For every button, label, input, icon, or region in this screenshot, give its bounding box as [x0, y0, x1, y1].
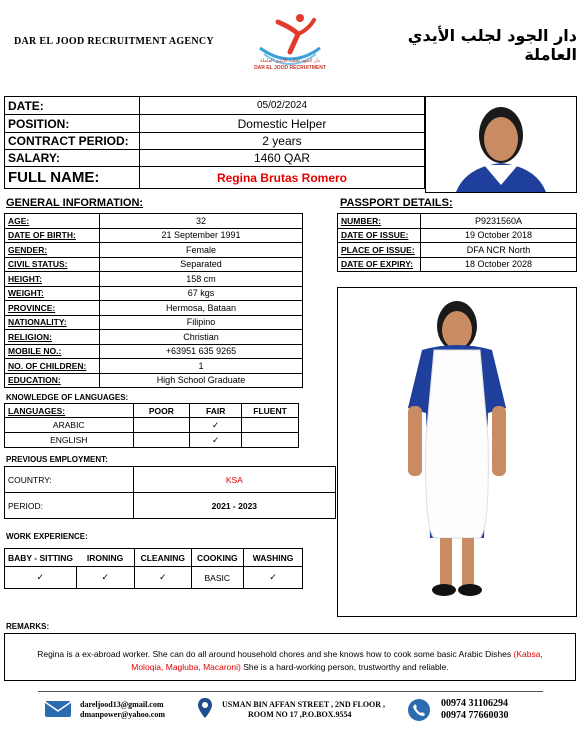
remarks-text-start: Regina is a ex-abroad worker. She can do all around household chores and she knows how to cook some basic Arabic Dishes [37, 649, 514, 659]
general-info-value: +63951 635 9265 [99, 344, 302, 359]
general-info-label: WEIGHT: [5, 286, 100, 301]
address-line-2: ROOM NO 17 ,P.O.BOX.9554 [248, 710, 352, 719]
babysitting-header: BABY - SITTING [5, 549, 77, 567]
passport-row [338, 228, 577, 243]
fluent-header: FLUENT [242, 404, 299, 418]
logo-english-text: DAR EL JOOD RECRUITMENT [254, 65, 326, 71]
babysitting-value: ✓ [5, 567, 77, 589]
languages-table [4, 403, 299, 448]
cooking-value: BASIC [191, 567, 244, 589]
language-english: ENGLISH [5, 433, 134, 448]
country-label: COUNTRY: [5, 467, 134, 493]
general-info-row [5, 373, 303, 388]
email-icon [44, 700, 72, 718]
face-photo [425, 96, 577, 193]
passport-table [337, 213, 577, 272]
general-info-value: Christian [99, 330, 302, 345]
agency-name-arabic: دار الجود لجلب الأيدي العاملة [407, 26, 577, 64]
general-info-row [5, 257, 303, 272]
general-info-label: RELIGION: [5, 330, 100, 345]
passport-row [338, 214, 577, 229]
general-info-label: NATIONALITY: [5, 315, 100, 330]
general-info-row [5, 286, 303, 301]
employment-title: PREVIOUS EMPLOYMENT: [6, 455, 108, 464]
passport-row [338, 257, 577, 272]
date-value: 05/02/2024 [139, 97, 424, 115]
position-label: POSITION: [5, 115, 140, 133]
general-info-row [5, 359, 303, 374]
general-info-row [5, 344, 303, 359]
phone-secondary: 00974 77660030 [441, 710, 509, 721]
address-line-1: USMAN BIN AFFAN STREET , 2ND FLOOR , [222, 700, 386, 709]
general-info-label: MOBILE NO.: [5, 344, 100, 359]
full-body-photo [337, 287, 577, 617]
passport-label: PLACE OF ISSUE: [338, 243, 421, 258]
remarks-title: REMARKS: [6, 622, 50, 631]
email-secondary: dmanpower@yahoo.com [80, 710, 165, 719]
arabic-fair-check: ✓ [190, 418, 242, 433]
general-info-value: Hermosa, Bataan [99, 301, 302, 316]
general-info-label: PROVINCE: [5, 301, 100, 316]
contract-label: CONTRACT PERIOD: [5, 133, 140, 150]
language-arabic: ARABIC [5, 418, 134, 433]
fair-header: FAIR [190, 404, 242, 418]
english-poor [133, 433, 190, 448]
fullname-label: FULL NAME: [5, 167, 140, 189]
passport-value: 18 October 2028 [420, 257, 576, 272]
general-info-label: GENDER: [5, 243, 100, 258]
fullname-value: Regina Brutas Romero [139, 167, 424, 189]
remarks-dishes: (Kabsa, Moloqia, Magluba, Macaroni) [131, 649, 543, 672]
general-info-row [5, 272, 303, 287]
period-label: PERIOD: [5, 493, 134, 519]
period-value: 2021 - 2023 [133, 493, 335, 519]
passport-label: DATE OF ISSUE: [338, 228, 421, 243]
passport-row [338, 243, 577, 258]
general-info-table [4, 213, 303, 388]
work-table [4, 548, 303, 589]
agency-name-english: DAR EL JOOD RECRUITMENT AGENCY [14, 36, 214, 47]
general-info-label: NO. OF CHILDREN: [5, 359, 100, 374]
phone-primary: 00974 31106294 [441, 698, 508, 709]
general-info-value: Separated [99, 257, 302, 272]
footer-divider [38, 691, 543, 692]
date-label: DATE: [5, 97, 140, 115]
passport-label: DATE OF EXPIRY: [338, 257, 421, 272]
cleaning-header: CLEANING [135, 549, 192, 567]
washing-value: ✓ [244, 567, 303, 589]
contract-value: 2 years [139, 133, 424, 150]
general-info-label: HEIGHT: [5, 272, 100, 287]
passport-title: PASSPORT DETAILS: [340, 197, 453, 209]
arabic-poor [133, 418, 190, 433]
ironing-value: ✓ [76, 567, 135, 589]
general-info-row [5, 214, 303, 229]
passport-value: DFA NCR North [420, 243, 576, 258]
remarks-box [4, 633, 576, 681]
email-primary: dareljood13@gmail.com [80, 700, 164, 709]
english-fair-check: ✓ [190, 433, 242, 448]
phone-icon [407, 698, 431, 722]
general-info-title: GENERAL INFORMATION: [6, 197, 144, 209]
general-info-value: 67 kgs [99, 286, 302, 301]
passport-label: NUMBER: [338, 214, 421, 229]
ironing-header: IRONING [76, 549, 135, 567]
salary-label: SALARY: [5, 150, 140, 167]
general-info-label: CIVIL STATUS: [5, 257, 100, 272]
general-info-row [5, 301, 303, 316]
cooking-header: COOKING [191, 549, 244, 567]
languages-title: KNOWLEDGE OF LANGUAGES: [6, 393, 129, 402]
employment-table [4, 466, 336, 519]
poor-header: POOR [133, 404, 190, 418]
washing-header: WASHING [244, 549, 303, 567]
location-pin-icon [197, 697, 213, 719]
english-fluent [242, 433, 299, 448]
general-info-row [5, 330, 303, 345]
country-value: KSA [133, 467, 335, 493]
cleaning-value: ✓ [135, 567, 192, 589]
general-info-label: DATE OF BIRTH: [5, 228, 100, 243]
general-info-value: 32 [99, 214, 302, 229]
salary-value: 1460 QAR [139, 150, 424, 167]
general-info-value: Filipino [99, 315, 302, 330]
general-info-value: 158 cm [99, 272, 302, 287]
general-info-row [5, 228, 303, 243]
general-info-row [5, 315, 303, 330]
general-info-row [5, 243, 303, 258]
passport-value: 19 October 2018 [420, 228, 576, 243]
general-info-label: AGE: [5, 214, 100, 229]
arabic-fluent [242, 418, 299, 433]
summary-table [4, 96, 425, 189]
remarks-text-end: She is a hard-working person, trustworthy and reliable. [240, 662, 449, 672]
general-info-value: 1 [99, 359, 302, 374]
general-info-value: Female [99, 243, 302, 258]
position-value: Domestic Helper [139, 115, 424, 133]
languages-header: LANGUAGES: [5, 404, 134, 418]
logo-arabic-text: دار الجود لجلب الأيدي العاملة [260, 58, 320, 64]
work-title: WORK EXPERIENCE: [6, 532, 88, 541]
general-info-label: EDUCATION: [5, 373, 100, 388]
general-info-value: High School Graduate [99, 373, 302, 388]
passport-value: P9231560A [420, 214, 576, 229]
general-info-value: 21 September 1991 [99, 228, 302, 243]
